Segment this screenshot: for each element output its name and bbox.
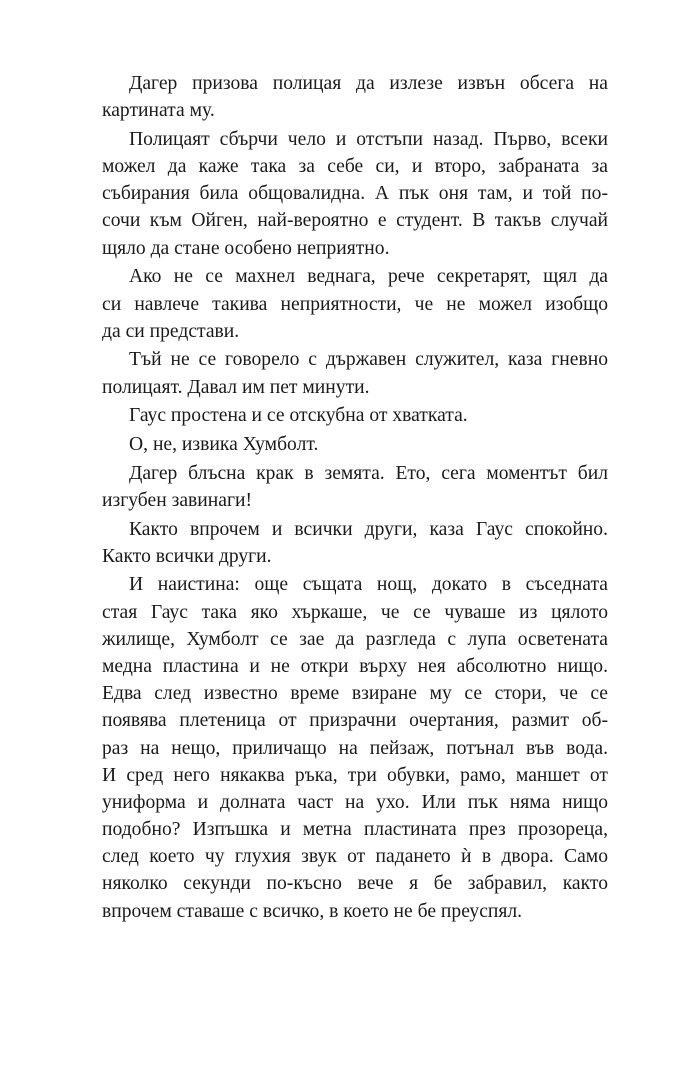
text-line: появява плетеница от призрачни очертания, размит об- [102, 710, 608, 732]
paragraph [102, 346, 608, 400]
paragraph [102, 516, 608, 570]
paragraph [102, 460, 608, 514]
text-line: Дагер призова полицая да излезе извън обсега на [129, 73, 608, 94]
text-line: Дагер блъсна крак в земята. Ето, сега моментът бил [129, 462, 608, 484]
text-line: Ако не се махнел веднага, рече секретарят, щял да [129, 266, 608, 288]
text-line: щяло да стане особено неприятно. [102, 237, 390, 259]
text-line: няколко секунди по-късно вече я бе забравил, както [102, 873, 608, 895]
text-line: О, не, извика Хумболт. [129, 433, 319, 455]
text-line: И наистина: още същата нощ, докато в съседната [129, 574, 608, 596]
paragraph [102, 263, 608, 345]
body-text [102, 70, 608, 926]
text-line: впрочем ставаше с всичко, в което не бе преуспял. [102, 900, 523, 922]
paragraph [102, 571, 608, 924]
text-line: Полицаят сбърчи чело и отстъпи назад. Първо, всеки [129, 128, 608, 150]
paragraph [102, 70, 608, 124]
text-line: сочи към Ойген, най-вероятно е студент. В такъв случай [102, 210, 608, 232]
text-line: изгубен завинаги! [102, 489, 252, 511]
text-line: можел да каже така за себе си, и второ, забраната за [102, 156, 608, 178]
text-line: Едва след известно време взиране му се стори, че се [102, 683, 608, 705]
paragraph [102, 126, 608, 262]
text-line: Както впрочем и всички други, каза Гаус спокойно. [129, 518, 608, 540]
text-line: полицаят. Давал им пет минути. [102, 376, 370, 398]
text-line: Гаус простена и се отскубна от хватката. [129, 405, 468, 427]
text-line: събирания била общовалидна. А пък оня там, и той по- [102, 183, 608, 205]
text-line: след което чу глухия звук от падането ѝ в двора. Само [102, 846, 608, 868]
text-line: Както всички други. [102, 545, 272, 567]
paragraph [102, 431, 608, 458]
text-line: раз на нещо, приличащо на пейзаж, потънал във вода. [102, 737, 608, 759]
text-line: Тъй не се говорело с държавен служител, каза гневно [129, 349, 608, 371]
text-line: да си представи. [102, 320, 240, 342]
text-line: жилище, Хумболт се зае да разгледа с лупа осветената [102, 628, 608, 650]
text-line: си навлече такива неприятности, че не можел изобщо [102, 293, 608, 315]
text-line: медна пластина и не откри върху нея абсолютно нищо. [102, 655, 608, 677]
text-line: униформа и долната част на ухо. Или пък няма нищо [102, 791, 608, 813]
text-line: стая Гаус така яко хъркаше, че се чуваше из цялото [102, 601, 608, 623]
text-line: подобно? Изпъшка и метна пластината през прозореца, [102, 819, 608, 841]
text-line: картината му. [102, 100, 215, 122]
paragraph [102, 402, 608, 429]
text-line: И сред него някаква ръка, три обувки, рамо, маншет от [102, 764, 608, 786]
